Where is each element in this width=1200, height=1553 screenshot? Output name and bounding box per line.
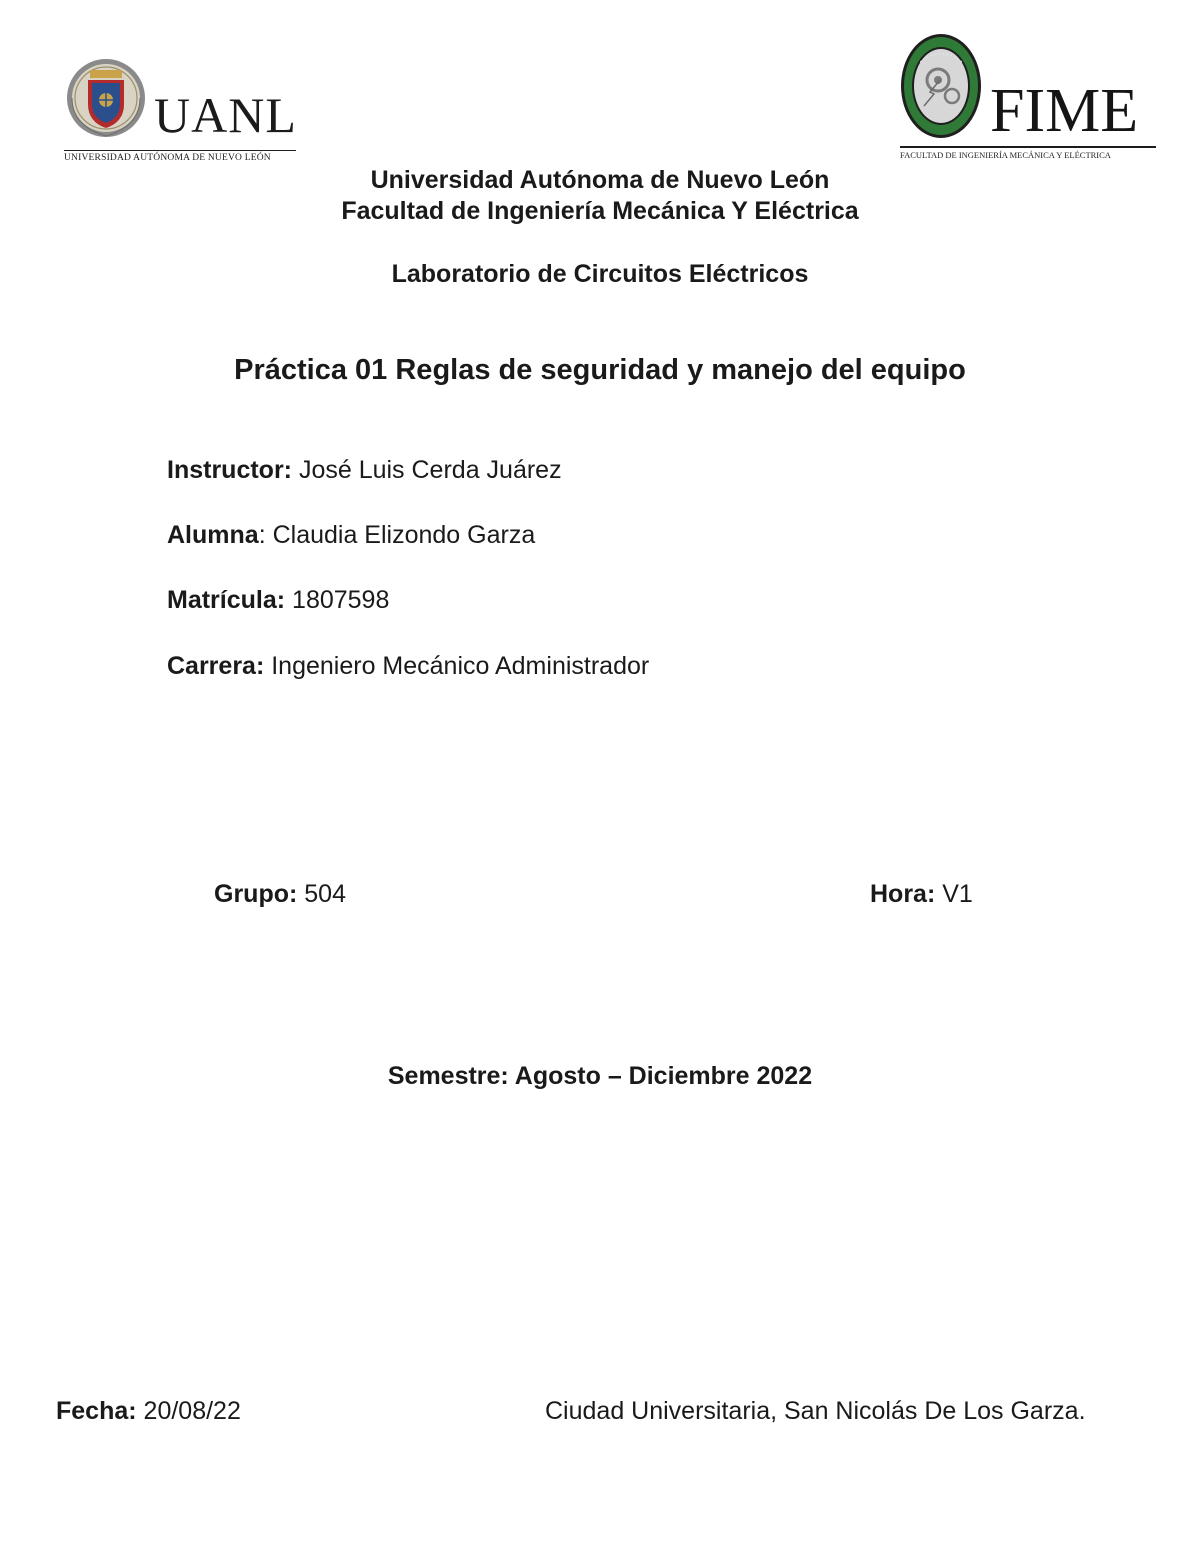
uanl-seal-icon [66,56,146,140]
grupo-label: Grupo: [214,880,298,908]
instructor-value: José Luis Cerda Juárez [292,456,562,484]
alumna-value: : Claudia Elizondo Garza [258,521,536,549]
fime-seal-icon [900,32,982,140]
alumna-label: Alumna [167,521,259,549]
carrera-value: Ingeniero Mecánico Administrador [264,652,650,680]
fecha-value: 20/08/22 [136,1397,241,1425]
matricula-label: Matrícula: [167,586,286,614]
practice-title: Práctica 01 Reglas de seguridad y manejo del equipo [234,354,966,386]
hora-row [870,879,973,909]
uanl-wordmark: UANL [154,87,297,143]
faculty-name: Facultad de Ingeniería Mecánica Y Eléctrica [341,197,859,225]
uanl-logo [62,52,298,164]
fime-subtitle: FACULTAD DE INGENIERÍA MECÁNICA Y ELÉCTRICA [900,146,1156,160]
grupo-value: 504 [297,880,346,908]
semestre-line: Semestre: Agosto – Diciembre 2022 [387,1062,813,1090]
carrera-label: Carrera: [167,652,265,680]
grupo-row [214,879,346,909]
instructor-label: Instructor: [167,456,292,484]
alumna-row [167,520,535,550]
fecha-label: Fecha: [56,1397,137,1425]
hora-value: V1 [935,880,973,908]
location-text: Ciudad Universitaria, San Nicolás De Los Garza. [545,1397,1086,1425]
matricula-row [167,585,389,615]
carrera-row [167,651,649,681]
university-name: Universidad Autónoma de Nuevo León [370,166,830,194]
fime-wordmark: FIME [990,77,1139,145]
laboratory-name: Laboratorio de Circuitos Eléctricos [391,260,809,288]
matricula-value: 1807598 [285,586,390,614]
hora-label: Hora: [870,880,936,908]
fime-logo [898,30,1160,166]
uanl-subtitle: UNIVERSIDAD AUTÓNOMA DE NUEVO LEÓN [64,150,296,163]
instructor-row [167,455,562,485]
fecha-row [56,1396,241,1426]
